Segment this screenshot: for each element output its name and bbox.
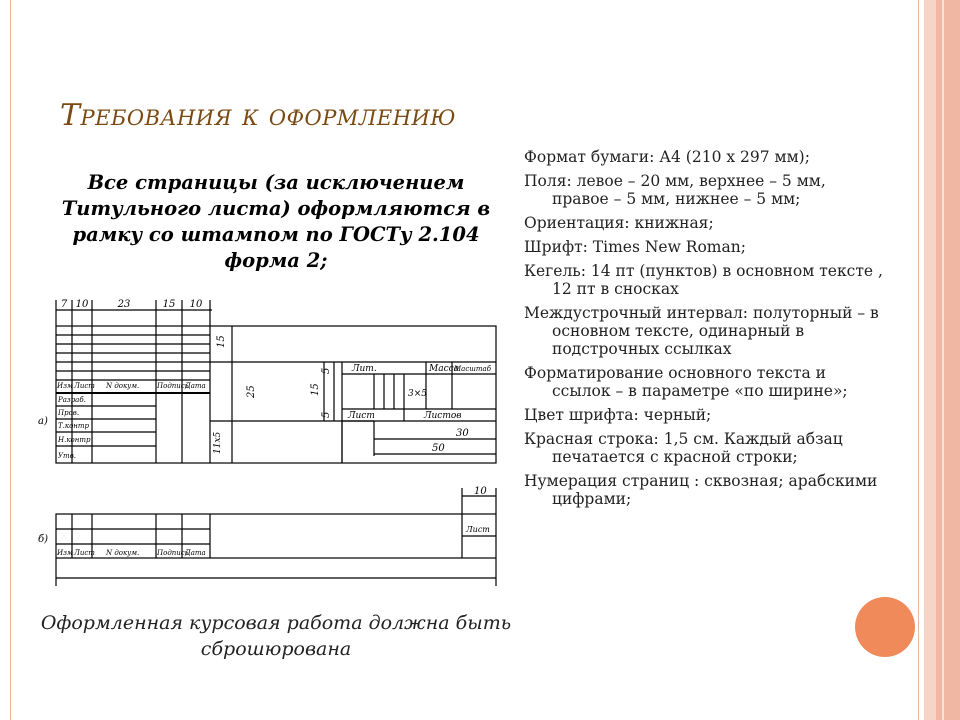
requirement-item: Поля: левое – 20 мм, верхнее – 5 мм, правое – 5 мм, нижнее – 5 мм;: [524, 172, 826, 208]
row-label-prov: Пров.: [58, 409, 80, 417]
stamp-a-outer: [56, 326, 496, 463]
requirement-item: Формат бумаги: А4 (210 х 297 мм);: [524, 148, 810, 166]
b-row-label-ndokum: N докум.: [106, 549, 140, 557]
requirement-item: Междустрочный интервал: полуторный – в основном тексте, одинарный в подстрочных ссылках: [524, 304, 879, 358]
row-label-razrab: Разраб.: [58, 396, 86, 404]
row-label-tkontr: Т.контр: [58, 422, 90, 430]
b-row-label-izm: Изм: [57, 549, 73, 557]
requirements-list: [524, 148, 884, 514]
slide-right-border-highlight: [942, 0, 944, 720]
slide-left-border: [0, 0, 11, 720]
requirement-item: Ориентация: книжная;: [524, 214, 714, 232]
b-row-label-data: Дата: [185, 549, 206, 557]
requirement-item: Красная строка: 1,5 см. Каждый абзац печатается с красной строки;: [524, 430, 843, 466]
slide-right-border-line: [918, 0, 919, 720]
b-row-label-podpis: Подпись: [157, 549, 189, 557]
block-label-masshtab: Масштаб: [454, 365, 491, 373]
side-dim-11x5: 11х5: [213, 431, 223, 454]
dim-23: 23: [117, 299, 131, 310]
block-label-massa: Масса: [429, 364, 460, 374]
b-top-dim: 10: [474, 486, 487, 497]
variant-a-label: а): [38, 416, 48, 427]
side-dim-5: 5: [321, 367, 332, 374]
row-label-nkontr: Н.контр: [58, 436, 91, 444]
slide-title: Требования к оформлению: [60, 98, 456, 133]
row-label-utv: Утв.: [58, 452, 76, 460]
slide-right-border-light: [924, 0, 936, 720]
dim-7: 7: [60, 299, 68, 310]
b-sheet-label: Лист: [466, 525, 490, 534]
row-label-ndokum: N докум.: [106, 382, 140, 390]
dim-10b: 10: [189, 299, 203, 310]
dim-10: 10: [75, 299, 89, 310]
block-label-list: Лист: [348, 411, 375, 421]
requirement-item: Кегель: 14 пт (пунктов) в основном тексте , 12 пт в сносках: [524, 262, 883, 298]
requirement-item: Цвет шрифта: черный;: [524, 406, 712, 424]
gost-stamp-drawing: [34, 296, 504, 598]
side-dim-5b: 5: [321, 411, 332, 418]
dim-15: 15: [162, 299, 176, 310]
caption-text: Оформленная курсовая работа должна быть сброшюрована: [40, 612, 512, 660]
intro-text: Все страницы (за исключением Титульного листа) оформляются в рамку со штампом по ГОСТу 2.104 форма 2;: [61, 171, 491, 272]
b-row-label-list: Лист: [74, 549, 95, 557]
slide-right-border-dark: [936, 0, 960, 720]
bottom-dim-50: 50: [432, 443, 445, 454]
side-dim-15: 15: [216, 335, 227, 348]
row-label-izm: Изм: [57, 382, 73, 390]
decorative-circle: [855, 597, 915, 657]
block-label-lit: Лит.: [352, 364, 377, 374]
row-label-data: Дата: [185, 382, 206, 390]
side-dim-25: 25: [246, 385, 257, 398]
side-dim-15b: 15: [310, 383, 321, 396]
block-label-3x5: 3×5: [408, 389, 427, 399]
row-label-list: Лист: [74, 382, 95, 390]
block-label-listov: Листов: [424, 411, 462, 421]
requirement-item: Шрифт: Times New Roman;: [524, 238, 746, 256]
bottom-dim-30: 30: [456, 428, 469, 439]
requirement-item: Форматирование основного текста и ссылок – в параметре «по ширине»;: [524, 364, 848, 400]
requirement-item: Нумерация страниц : сквозная; арабскими цифрами;: [524, 472, 878, 508]
row-label-podpis: Подпись: [157, 382, 189, 390]
variant-b-label: б): [38, 534, 49, 545]
